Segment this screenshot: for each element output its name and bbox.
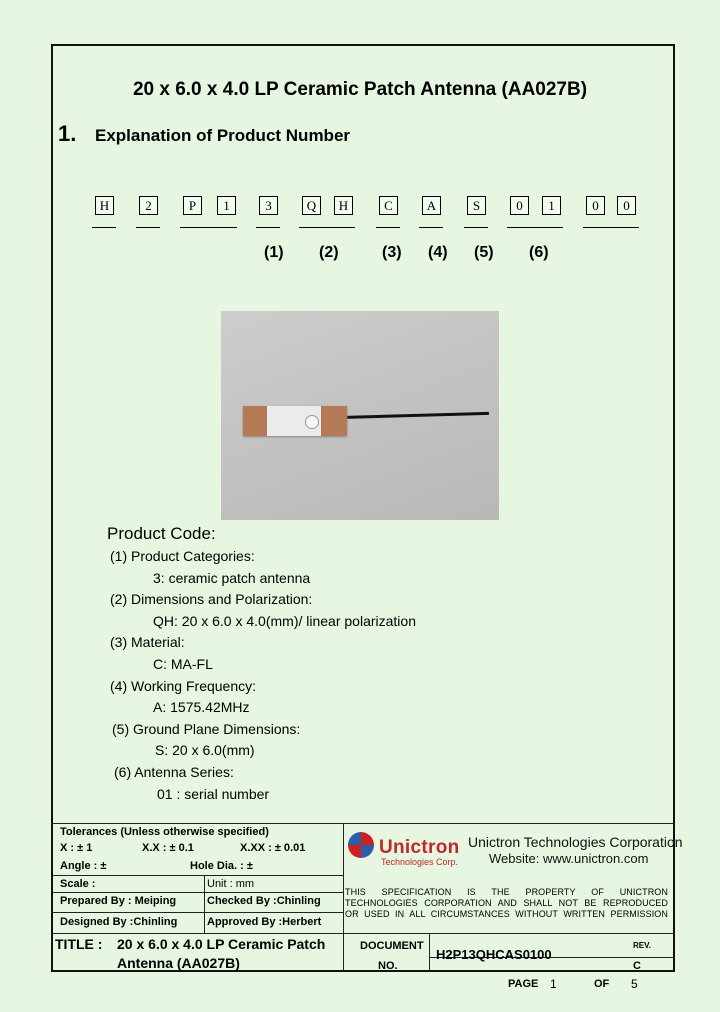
logo-subtitle: Technologies Corp. <box>381 857 459 867</box>
ceramic-patch-body <box>243 406 347 436</box>
pn-label: (6) <box>529 244 549 261</box>
product-code-value: A: 1575.42MHz <box>153 699 250 715</box>
pn-char: H <box>95 196 114 215</box>
page-total: 5 <box>631 977 638 991</box>
product-code-value: 3: ceramic patch antenna <box>153 570 311 586</box>
divider <box>53 933 673 934</box>
checked-by: Checked By :Chinling <box>207 895 321 907</box>
tolerance-angle: Angle : ± <box>60 860 107 872</box>
property-notice-line: TECHNOLOGIES CORPORATION AND SHALL NOT BE REPRODUCED <box>345 898 668 908</box>
title-label: TITLE : <box>55 936 103 952</box>
pn-underline <box>507 227 563 228</box>
antenna-cable <box>341 412 489 419</box>
pn-char: 3 <box>259 196 278 215</box>
pn-underline <box>180 227 237 228</box>
approved-by: Approved By :Herbert <box>207 916 322 928</box>
pn-char: 1 <box>542 196 561 215</box>
pn-underline <box>92 227 116 228</box>
number-label: NO. <box>378 960 398 972</box>
property-notice-line: OR USED IN ALL CIRCUMSTANCES WITHOUT WRITTEN PERMISSION <box>345 909 668 919</box>
prepared-by: Prepared By : Meiping <box>60 895 177 907</box>
pn-char: P <box>183 196 202 215</box>
logo-name: Unictron <box>379 837 460 858</box>
section-title: Explanation of Product Number <box>95 126 351 145</box>
pn-underline <box>464 227 488 228</box>
pn-underline <box>376 227 400 228</box>
pn-char: 1 <box>217 196 236 215</box>
page-title: 20 x 6.0 x 4.0 LP Ceramic Patch Antenna (AA027B) <box>132 79 588 100</box>
divider <box>429 933 430 971</box>
divider <box>53 892 343 893</box>
product-code-label: (1) Product Categories: <box>110 548 255 564</box>
page-number: 1 <box>550 977 557 991</box>
section-number: 1. <box>58 121 77 146</box>
revision-value: C <box>633 960 641 972</box>
document-title-line: Antenna (AA027B) <box>117 955 240 971</box>
pn-label: (2) <box>319 244 339 261</box>
unit-label: Unit : mm <box>207 878 255 890</box>
tolerance-x: X : ± 1 <box>60 842 93 854</box>
product-code-value: QH: 20 x 6.0 x 4.0(mm)/ linear polarization <box>153 613 416 629</box>
pn-underline <box>136 227 160 228</box>
divider <box>53 912 343 913</box>
product-code-label: (6) Antenna Series: <box>114 764 234 780</box>
document-number: H2P13QHCAS0100 <box>436 947 552 962</box>
designed-by: Designed By :Chinling <box>60 916 178 928</box>
pn-label: (4) <box>428 244 448 261</box>
tolerance-xx: X.X : ± 0.1 <box>142 842 194 854</box>
pn-label: (1) <box>264 244 284 261</box>
product-code-label: (2) Dimensions and Polarization: <box>110 591 313 607</box>
pn-underline <box>419 227 443 228</box>
document-label: DOCUMENT <box>360 940 424 952</box>
product-code-value: 01 : serial number <box>157 786 270 802</box>
product-code-label: (4) Working Frequency: <box>110 678 257 694</box>
of-label: OF <box>594 978 610 990</box>
divider <box>53 823 673 824</box>
divider <box>53 875 343 876</box>
pn-char: Q <box>302 196 321 215</box>
page-label: PAGE <box>508 978 539 990</box>
antenna-photo <box>221 311 499 520</box>
pn-char: 0 <box>586 196 605 215</box>
pn-char: S <box>467 196 486 215</box>
unictron-logo-icon <box>348 832 374 858</box>
pn-underline <box>299 227 355 228</box>
scale-label: Scale : <box>60 878 96 890</box>
document-title-line: 20 x 6.0 x 4.0 LP Ceramic Patch <box>117 936 326 952</box>
company-name: Unictron Technologies Corporation <box>468 834 683 850</box>
tolerances-heading: Tolerances (Unless otherwise specified) <box>60 826 269 838</box>
pn-label: (3) <box>382 244 402 261</box>
antenna-pad-left <box>243 406 267 436</box>
pn-char: 2 <box>139 196 158 215</box>
pn-label: (5) <box>474 244 494 261</box>
product-code-heading: Product Code: <box>107 524 216 543</box>
product-code-value: C: MA-FL <box>153 656 213 672</box>
pn-char: 0 <box>617 196 636 215</box>
tolerance-xxx: X.XX : ± 0.01 <box>240 842 306 854</box>
pn-char: 0 <box>510 196 529 215</box>
product-code-label: (3) Material: <box>110 634 185 650</box>
product-code-label: (5) Ground Plane Dimensions: <box>112 721 301 737</box>
divider <box>204 875 205 933</box>
product-code-value: S: 20 x 6.0(mm) <box>155 742 255 758</box>
property-notice-line: THIS SPECIFICATION IS THE PROPERTY OF UNICTRON <box>345 887 668 897</box>
company-website: Website: www.unictron.com <box>489 851 649 866</box>
tolerance-hole: Hole Dia. : ± <box>190 860 253 872</box>
divider <box>343 933 344 971</box>
pn-char: H <box>334 196 353 215</box>
pn-underline <box>583 227 639 228</box>
pn-underline <box>256 227 280 228</box>
antenna-pad-right <box>321 406 347 436</box>
pn-char: C <box>379 196 398 215</box>
antenna-feed-point <box>305 415 319 429</box>
pn-char: A <box>422 196 441 215</box>
divider <box>343 823 344 933</box>
revision-label: REV. <box>633 941 651 950</box>
